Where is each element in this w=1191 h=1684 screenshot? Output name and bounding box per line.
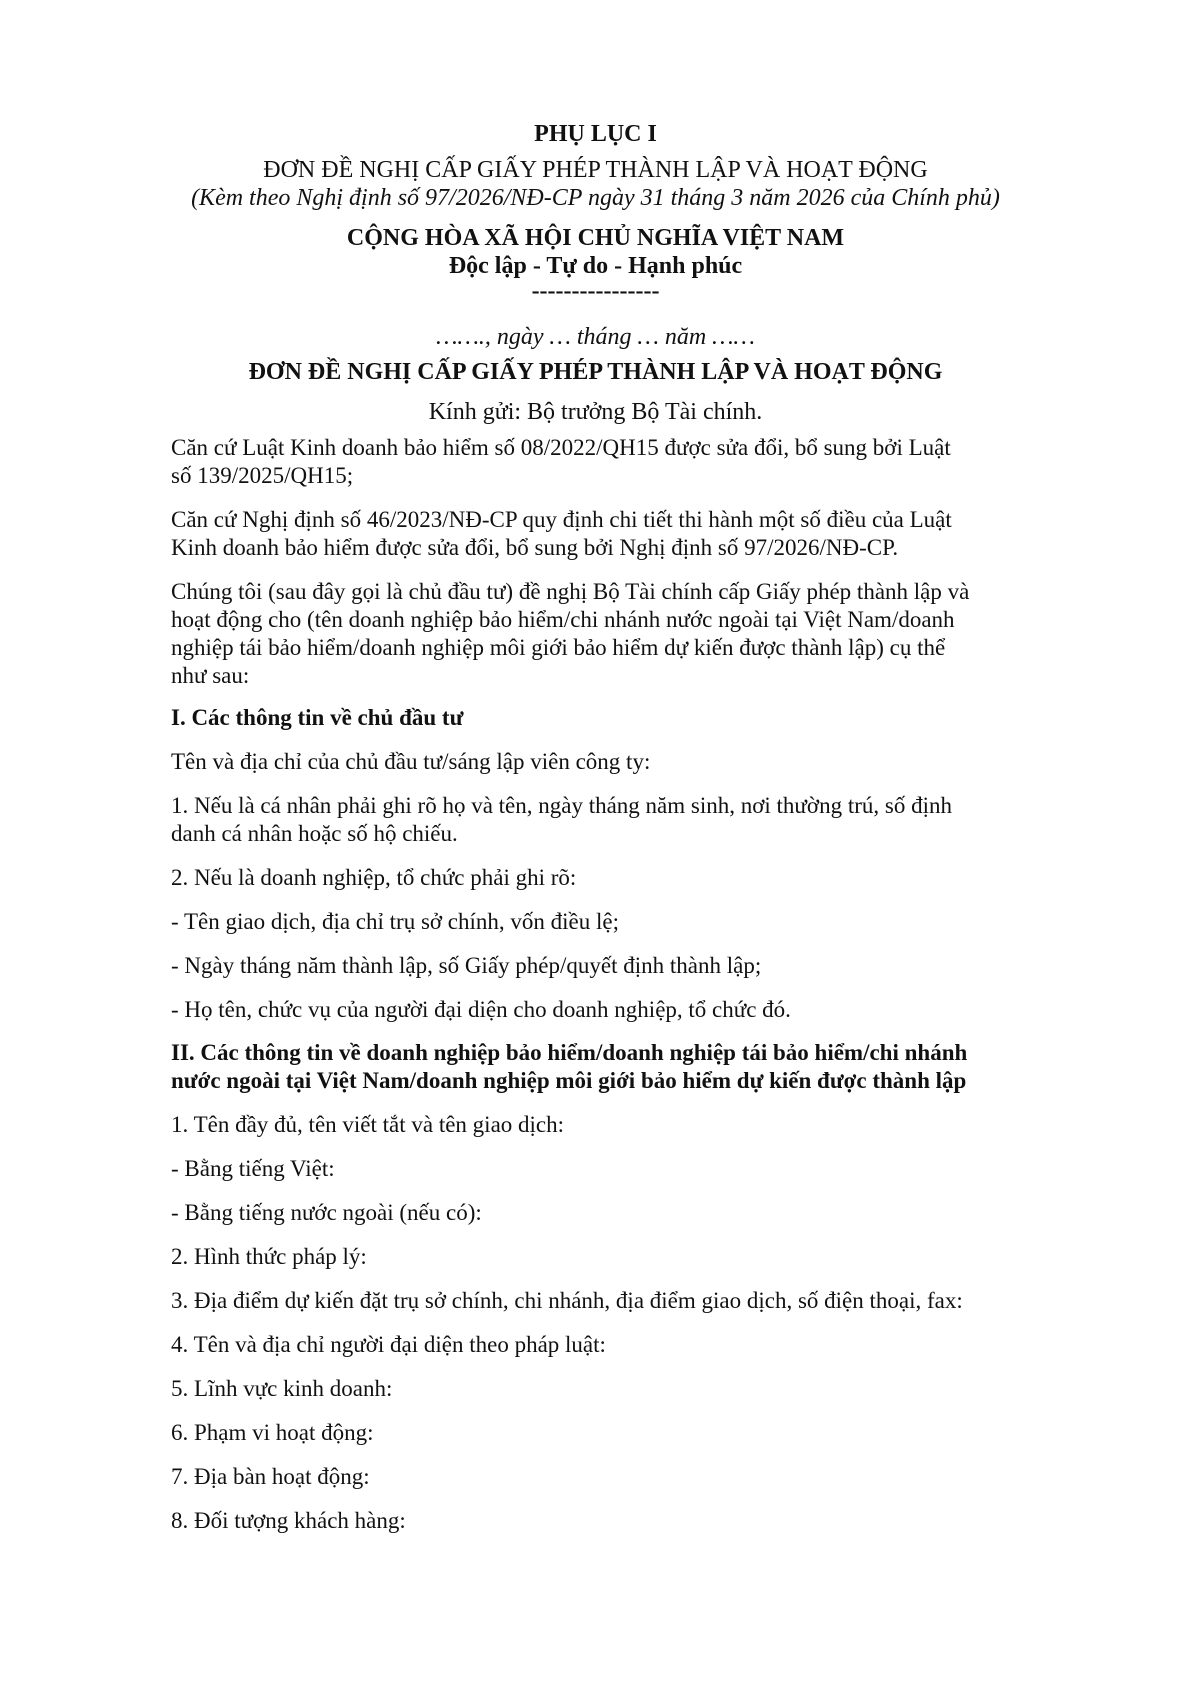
section-2-item-5: 5. Lĩnh vực kinh doanh: (171, 1376, 393, 1401)
country-name: CỘNG HÒA XÃ HỘI CHỦ NGHĨA VIỆT NAM (346, 225, 845, 251)
document-title: ĐƠN ĐỀ NGHỊ CẤP GIẤY PHÉP THÀNH LẬP VÀ HOẠT ĐỘNG (248, 359, 943, 385)
section-1-sub-item-1: - Tên giao dịch, địa chỉ trụ sở chính, vốn điều lệ; (171, 909, 619, 934)
request-line-1: Chúng tôi (sau đây gọi là chủ đầu tư) đề nghị Bộ Tài chính cấp Giấy phép thành lập và (171, 579, 970, 604)
section-2-item-1-sub-1: - Bằng tiếng Việt: (171, 1156, 335, 1181)
attached-decree: (Kèm theo Nghị định số 97/2026/NĐ-CP ngày 31 tháng 3 năm 2026 của Chính phủ) (191, 185, 1000, 211)
form-name: ĐƠN ĐỀ NGHỊ CẤP GIẤY PHÉP THÀNH LẬP VÀ HOẠT ĐỘNG (263, 157, 928, 183)
section-2-item-4: 4. Tên và địa chỉ người đại diện theo pháp luật: (171, 1332, 606, 1357)
section-2-item-1: 1. Tên đầy đủ, tên viết tắt và tên giao dịch: (171, 1112, 565, 1137)
legal-basis-2-line-2: Kinh doanh bảo hiểm được sửa đổi, bổ sung bởi Nghị định số 97/2026/NĐ-CP. (171, 535, 899, 560)
legal-basis-1-line-1: Căn cứ Luật Kinh doanh bảo hiểm số 08/2022/QH15 được sửa đổi, bổ sung bởi Luật (171, 435, 951, 460)
request-line-2: hoạt động cho (tên doanh nghiệp bảo hiểm/chi nhánh nước ngoài tại Việt Nam/doanh (171, 607, 955, 632)
section-2-heading-line-2: nước ngoài tại Việt Nam/doanh nghiệp môi giới bảo hiểm dự kiến được thành lập (171, 1068, 967, 1093)
section-1-item-1-line-2: danh cá nhân hoặc số hộ chiếu. (171, 821, 458, 846)
section-1-item-1-line-1: 1. Nếu là cá nhân phải ghi rõ họ và tên, ngày tháng năm sinh, nơi thường trú, số định (171, 793, 952, 818)
section-1-sub-item-3: - Họ tên, chức vụ của người đại diện cho doanh nghiệp, tổ chức đó. (171, 997, 791, 1022)
date-line: ……., ngày … tháng … năm …… (436, 324, 755, 350)
section-2-item-2: 2. Hình thức pháp lý: (171, 1244, 367, 1269)
legal-basis-2-line-1: Căn cứ Nghị định số 46/2023/NĐ-CP quy định chi tiết thi hành một số điều của Luật (171, 507, 952, 532)
section-2-item-1-sub-2: - Bằng tiếng nước ngoài (nếu có): (171, 1200, 482, 1225)
appendix-title: PHỤ LỤC I (534, 121, 657, 147)
request-line-3: nghiệp tái bảo hiểm/doanh nghiệp môi giới bảo hiểm dự kiến được thành lập) cụ thể (171, 635, 946, 660)
section-2-heading-line-1: II. Các thông tin về doanh nghiệp bảo hiểm/doanh nghiệp tái bảo hiểm/chi nhánh (171, 1040, 968, 1065)
section-2-item-8: 8. Đối tượng khách hàng: (171, 1508, 406, 1533)
national-motto: Độc lập - Tự do - Hạnh phúc (448, 253, 743, 279)
section-2-item-6: 6. Phạm vi hoạt động: (171, 1420, 374, 1445)
addressee: Kính gửi: Bộ trưởng Bộ Tài chính. (428, 399, 763, 425)
request-line-4: như sau: (171, 663, 250, 688)
section-2-item-3: 3. Địa điểm dự kiến đặt trụ sở chính, chi nhánh, địa điểm giao dịch, số điện thoại, fax: (171, 1288, 963, 1313)
section-2-item-7: 7. Địa bàn hoạt động: (171, 1464, 370, 1489)
section-1-item-2: 2. Nếu là doanh nghiệp, tổ chức phải ghi rõ: (171, 865, 577, 890)
section-1-sub-item-2: - Ngày tháng năm thành lập, số Giấy phép/quyết định thành lập; (171, 953, 762, 978)
motto-separator: ---------------- (531, 278, 660, 304)
legal-basis-1-line-2: số 139/2025/QH15; (171, 463, 354, 488)
section-1-intro: Tên và địa chỉ của chủ đầu tư/sáng lập viên công ty: (171, 749, 651, 774)
section-1-heading: I. Các thông tin về chủ đầu tư (171, 705, 464, 730)
